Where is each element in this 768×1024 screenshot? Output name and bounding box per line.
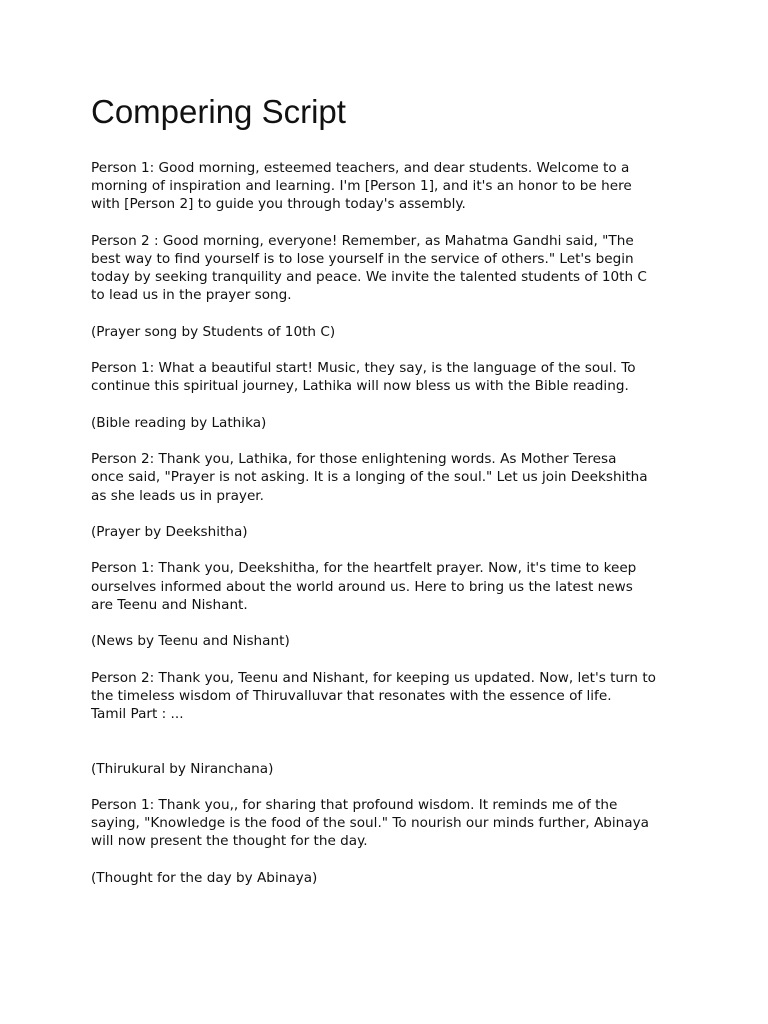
text-line: (Prayer by Deekshitha) [91,523,248,540]
text-line: Person 1: Good morning, esteemed teachers, and dear students. Welcome to a [91,160,630,176]
text-line: saying, "Knowledge is the food of the soul." To nourish our minds further, Abinaya [91,815,649,832]
paragraph-spacer [91,432,691,450]
paragraph-person2-gandhi [91,232,691,305]
text-line: today by seeking tranquility and peace. We invite the talented students of 10th C [91,269,647,286]
text-line: as she leads us in prayer. [91,487,264,504]
stage-direction-prayer [91,523,691,541]
text-line: Person 1: Thank you, Deekshitha, for the heartfelt prayer. Now, it's time to keep [91,560,637,577]
text-line: (Thought for the day by Abinaya) [91,869,318,886]
text-line: Person 1: Thank you,, for sharing that profound wisdom. It reminds me of the [91,796,618,813]
paragraph-person2-teresa [91,450,691,505]
paragraph-person2-thiruvalluvar [91,669,691,724]
text-line: with [Person 2] to guide you through today's assembly. [91,196,466,213]
paragraph-spacer [91,650,691,668]
paragraph-person1-news [91,559,691,614]
text-line: Person 2: Thank you, Lathika, for those enlightening words. As Mother Teresa [91,451,617,468]
paragraph-spacer [91,778,691,796]
text-line: Person 1: What a beautiful start! Music, they say, is the language of the soul. To [91,360,636,377]
text-line: best way to find yourself is to lose yourself in the service of others." Let's begin [91,251,634,267]
paragraph-person1-knowledge [91,796,691,851]
paragraph-spacer [91,614,691,632]
text-line: Tamil Part : ... [91,705,184,722]
paragraph-spacer [91,505,691,523]
paragraph-spacer [91,214,691,232]
text-line: once said, "Prayer is not asking. It is a longing of the soul." Let us join Deekshitha [91,469,648,486]
text-line: Person 2 : Good morning, everyone! Remember, as Mahatma Gandhi said, "The [91,232,634,249]
text-line: will now present the thought for the day. [91,833,368,850]
paragraph-person1-welcome [91,159,691,214]
stage-direction-bible-reading [91,414,691,432]
stage-direction-news [91,632,691,650]
paragraph-spacer [91,396,691,414]
text-line: continue this spiritual journey, Lathika will now bless us with the Bible reading. [91,378,629,395]
text-line: (News by Teenu and Nishant) [91,633,290,650]
stage-direction-thirukural [91,760,691,778]
paragraph-spacer [91,305,691,323]
paragraph-spacer [91,541,691,559]
paragraph-spacer [91,341,691,359]
paragraph-spacer [91,723,691,759]
script-body [91,159,691,887]
stage-direction-prayer-song [91,323,691,341]
stage-direction-thought [91,869,691,887]
text-line: (Thirukural by Niranchana) [91,760,274,777]
text-line: (Prayer song by Students of 10th C) [91,323,336,340]
paragraph-spacer [91,851,691,869]
text-line: are Teenu and Nishant. [91,596,248,613]
text-line: morning of inspiration and learning. I'm [Person 1], and it's an honor to be here [91,178,632,195]
text-line: the timeless wisdom of Thiruvalluvar that resonates with the essence of life. [91,687,612,704]
text-line: ourselves informed about the world around us. Here to bring us the latest news [91,578,633,595]
paragraph-person1-music [91,359,691,395]
text-line: (Bible reading by Lathika) [91,414,267,431]
text-line: to lead us in the prayer song. [91,287,292,304]
document-title: Compering Script [91,93,346,130]
text-line: Person 2: Thank you, Teenu and Nishant, for keeping us updated. Now, let's turn to [91,669,656,686]
